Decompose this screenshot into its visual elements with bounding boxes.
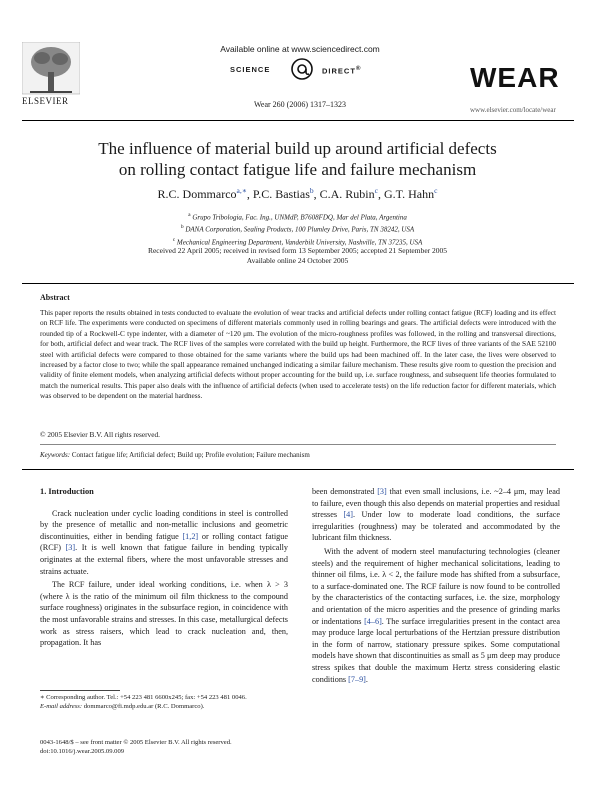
- body-paragraph: Crack nucleation under cyclic loading conditions in steel is controlled by the presence of metallic and non-metallic inclusions and geometric discontinuities, either in bending fatigue [1,2] or rolling contact fatigue (RCF) [3]. It is well known that fatigue failure in bending typically originates at the external fibers, where the most unfavorable stresses and strains actuate.: [40, 508, 288, 576]
- author-list: R.C. Dommarco$^{a,∗}$, P.C. Bastias$^b$, C.A. Rubin$^c$, G.T. Hahn$^c$: [157, 186, 438, 201]
- footnote-contact: ∗ Corresponding author. Tel.: +54 223 481 6600x245; fax: +54 223 481 0046.: [40, 694, 247, 701]
- wear-journal-logo: WEAR: [470, 62, 560, 93]
- journal-header: [0, 0, 595, 118]
- citation-link[interactable]: [4–6]: [364, 616, 382, 626]
- received-dates: Received 22 April 2005; received in revised form 13 September 2005; accepted 21 September 2005: [147, 246, 448, 255]
- author-email-link[interactable]: dommarco@fi.mdp.edu.ar (R.C. Dommarco).: [83, 703, 205, 710]
- abstract-bottom-rule: [22, 469, 574, 470]
- keywords-line: [40, 451, 310, 459]
- article-dates: [60, 246, 535, 266]
- affiliation: $^c$ Mechanical Engineering Department, Vanderbilt University, Nashville, TN 37235, USA: [172, 236, 423, 246]
- title-line-2: on rolling contact fatigue life and failure mechanism: [118, 160, 477, 179]
- body-paragraph: The RCF failure, under ideal working conditions, i.e. when λ > 3 (where λ is the ratio of the minimum oil film thickness to the compound surface roughness) originates in the subsurface region, in coincidence with the most unfavorable strains and stresses. In this case, metallurgical defects work as stress raisers, which lead to crack nucleation and, then, propagation. It has: [40, 580, 288, 648]
- article-title: [60, 138, 535, 180]
- citation-link[interactable]: [3]: [65, 543, 76, 553]
- available-online-text: Available online at www.sciencedirect.com: [220, 44, 380, 54]
- elsevier-tree-logo: [22, 42, 80, 104]
- abstract-copyright: © 2005 Elsevier B.V. All rights reserved.: [40, 430, 160, 439]
- abstract-heading: Abstract: [40, 293, 70, 302]
- footnote-email-line: E-mail address: dommarco@fi.mdp.edu.ar (R.C. Dommarco).: [40, 703, 205, 710]
- sciencedirect-at-icon: [290, 57, 314, 81]
- body-column-left: [40, 486, 288, 651]
- author-name: R.C. Dommarco: [157, 187, 237, 201]
- author-affiliation-mark[interactable]: b: [309, 186, 314, 195]
- header-divider: [22, 120, 574, 121]
- sd-left-text: SCIENCE: [230, 65, 271, 74]
- sd-right-text: DIRECT®: [322, 65, 362, 76]
- section-heading: 1. Introduction: [40, 487, 94, 496]
- footnote-rule: [40, 690, 120, 691]
- citation-link[interactable]: [1,2]: [182, 531, 199, 541]
- journal-reference: Wear 260 (2006) 1317–1323: [253, 100, 346, 109]
- body-column-right: [312, 486, 560, 687]
- affiliation: $^b$ DANA Corporation, Sealing Products, 100 Plumley Drive, Paris, TN 38242, USA: [180, 224, 415, 234]
- abstract-top-rule: [22, 283, 574, 284]
- keywords-rule: [40, 444, 556, 445]
- body-paragraph: been demonstrated [3] that even small inclusions, i.e. ~2–4 μm, may lead to failure, even though this also depends on material properties and residual stresses [4]. Under low to moderate load conditions, the surface irregularities (roughness) may be tolerated and accommodated by the lubricant film thickness.: [312, 487, 560, 543]
- citation-link[interactable]: [7–9]: [348, 674, 366, 684]
- affiliation: $^a$ Grupo Tribologia, Fac. Ing., UNMdP, B7608FDQ, Mar del Plata, Argentina: [188, 212, 407, 222]
- abstract-text: This paper reports the results obtained in tests conducted to evaluate the evolution of wear tracks and artificial defects under rolling contact fatigue (RCF) loading and its effect on RCF life. The experiments were conducted on specimens of different materials commonly used in rolling bearings and gears. The artificial defects were introduced with the rounded tip of a Rockwell-C type indenter, with a diameter of ~120 μm. The evolution of the micro-roughness profiles was followed, in the rolling and transversal directions, for both, artificial defect and wear track. The RCF lives of the samples were correlated with the build up height. Furthermore, the RCF lives of three variants of the SAE 52100 steel with artificial defects were compared to those obtained for the same variants where the build ups had been machined off. In the later case, the lives were observed to increased by a factor close to two; while the spall appearance remained unchanged indicating a similar failure mechanism. These results give room to question the precision and validity of finite element models, when analyzing artificial defects without proper accounting for the build up, i.e. surface roughness, and subsequent life theories formulated to match the numerical results. This paper also deals with the influence of artificial defects (when used to accelerate tests) on the life reduction factor for different materials, which was observed to be dependent on the material hardness.: [40, 308, 556, 401]
- title-line-1: The influence of material build up around artificial defects: [98, 139, 497, 158]
- affiliation-list: [60, 210, 535, 247]
- body-paragraph: With the advent of modern steel manufacturing technologies (cleaner steels) and the requirement of higher mechanical solicitations, leading to thinner oil films, i.e. λ < 2, the failure mode has shifted from a subsurface, to a surface-dominated one. The RCF failure is now found to be controlled by the characteristics of the contacting surfaces, i.e. the size, morphology and orientation of the micro asperities and the presence of grinding marks or indentations [4–6]. The surface irregularities present in the contact area may produce large local perturbations of the Hertzian pressure distribution in the form of narrow, stationary pressure spikes. Some computational models have shown that discontinuities as small as 5 μm deep may produce stress spikes that double the maximum Hertz stress considering elastic conditions [7–9].: [312, 546, 561, 684]
- keywords-list: Contact fatigue life; Artificial defect; Build up; Profile evolution; Failure mechanism: [71, 451, 310, 459]
- page-footer: [40, 738, 340, 756]
- publisher-name: ELSEVIER: [22, 96, 69, 106]
- author-affiliation-mark[interactable]: c: [434, 186, 438, 195]
- author-name: C.A. Rubin: [319, 187, 375, 201]
- author-name: P.C. Bastias: [252, 187, 310, 201]
- keywords-label: Keywords:: [40, 451, 71, 459]
- sciencedirect-logo: [230, 57, 370, 79]
- author-affiliation-mark[interactable]: a,∗: [236, 186, 247, 195]
- citation-link[interactable]: [4]: [343, 510, 353, 520]
- author-name: G.T. Hahn: [383, 187, 435, 201]
- doi-link[interactable]: doi:10.1016/j.wear.2005.09.009: [40, 748, 125, 755]
- corresponding-author-footnote: [40, 693, 290, 711]
- available-online-date: Available online 24 October 2005: [246, 256, 349, 265]
- front-matter-line: 0043-1648/$ – see front matter © 2005 Elsevier B.V. All rights reserved.: [40, 739, 232, 746]
- citation-link[interactable]: [3]: [377, 487, 387, 496]
- journal-url[interactable]: www.elsevier.com/locate/wear: [470, 106, 556, 114]
- author-affiliation-mark[interactable]: c: [374, 186, 378, 195]
